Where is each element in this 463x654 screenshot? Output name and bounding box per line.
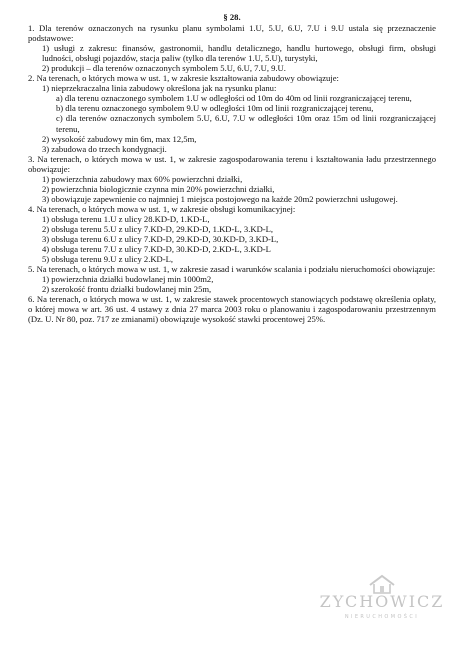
section-heading: § 28. xyxy=(223,12,241,22)
document-body xyxy=(28,12,436,324)
paragraph-4-item-5: 5) obsługa terenu 9.U z ulicy 2.KD-L, xyxy=(42,254,174,265)
paragraph-2-item-1-b: b) dla terenu oznaczonego symbolem 9.U w odległości 10m od linii rozgraniczającej terenu, xyxy=(56,103,374,114)
watermark-subtitle: NIERUCHOMOŚCI xyxy=(344,614,420,620)
paragraph-1-item-2: 2) produkcji – dla terenów oznaczonych symbolem 5.U, 6.U, 7.U, 9.U. xyxy=(42,63,286,74)
paragraph-5: 5. Na terenach, o których mowa w ust. 1, w zakresie zasad i warunków scalania i podziału nieruchomości obowiązuje: xyxy=(28,264,436,275)
paragraph-2-item-2: 2) wysokość zabudowy min 6m, max 12,5m, xyxy=(42,133,197,144)
paragraph-4-item-1: 1) obsługa terenu 1.U z ulicy 28.KD-D, 1.KD-L, xyxy=(42,213,210,224)
paragraph-3: 3. Na terenach, o których mowa w ust. 1, w zakresie zagospodarowania terenu i kształtowania ładu przestrzennego obowiązuje: xyxy=(28,153,436,174)
paragraph-4-item-2: 2) obsługa terenu 5.U z ulicy 7.KD-D, 29.KD-D, 1.KD-L, 3.KD-L, xyxy=(42,223,274,234)
watermark-logo xyxy=(312,574,452,628)
paragraph-5-item-2: 2) szerokość frontu działki budowlanej min 25m, xyxy=(42,284,212,295)
paragraph-1: 1. Dla terenów oznaczonych na rysunku planu symbolami 1.U, 5.U, 6.U, 7.U i 9.U ustala się przeznaczenie podstawowe: xyxy=(28,23,436,44)
paragraph-6: 6. Na terenach, o których mowa w ust. 1, w zakresie stawek procentowych stanowiących podstawę określenia opłaty, o której mowa w art. 36 ust. 4 ustawy z dnia 27 marca 2003 roku o planowaniu i zagospodarowaniu przestrzennym (Dz. U. Nr 80, poz. 717 ze zmianami) obowiązuje wysokość stawki procentowej 25%. xyxy=(28,294,436,325)
paragraph-2-item-1: 1) nieprzekraczalna linia zabudowy określona jak na rysunku planu: xyxy=(42,83,277,94)
paragraph-3-item-2: 2) powierzchnia biologicznie czynna min 20% powierzchni działki, xyxy=(42,183,275,194)
paragraph-1-item-1: 1) usługi z zakresu: finansów, gastronomii, handlu detalicznego, handlu hurtowego, obsługi firm, obsługi ludności, obsługi pojazdów, stacja paliw (tylko dla terenów 1.U, 5.U), turystyki, xyxy=(42,43,436,64)
paragraph-2: 2. Na terenach, o których mowa w ust. 1, w zakresie kształtowania zabudowy obowiązuje: xyxy=(28,73,339,84)
paragraph-4: 4. Na terenach, o których mowa w ust. 1, w zakresie obsługi komunikacyjnej: xyxy=(28,203,296,214)
house-icon xyxy=(368,574,396,594)
watermark-name: ZYCHOWICZ xyxy=(319,592,445,611)
paragraph-3-item-3: 3) obowiązuje zapewnienie co najmniej 1 miejsca postojowego na każde 20m2 powierzchni usługowej. xyxy=(42,193,398,204)
paragraph-4-item-4: 4) obsługa terenu 7.U z ulicy 7.KD-D, 30.KD-D, 2.KD-L, 3.KD-L xyxy=(42,244,271,255)
paragraph-5-item-1: 1) powierzchnia działki budowlanej min 1000m2, xyxy=(42,274,214,285)
paragraph-4-item-3: 3) obsługa terenu 6.U z ulicy 7.KD-D, 29.KD-D, 30.KD-D, 3.KD-L, xyxy=(42,234,279,245)
paragraph-2-item-3: 3) zabudowa do trzech kondygnacji. xyxy=(42,143,167,154)
paragraph-2-item-1-a: a) dla terenu oznaczonego symbolem 1.U w odległości od 10m do 40m od linii rozgraniczającej terenu, xyxy=(56,93,412,104)
paragraph-3-item-1: 1) powierzchnia zabudowy max 60% powierzchni działki, xyxy=(42,173,243,184)
paragraph-2-item-1-c: c) dla terenów oznaczonych symbolem 5.U, 6.U, 7.U w odległości 10m oraz 15m od linii rozgraniczającej terenu, xyxy=(56,113,436,134)
